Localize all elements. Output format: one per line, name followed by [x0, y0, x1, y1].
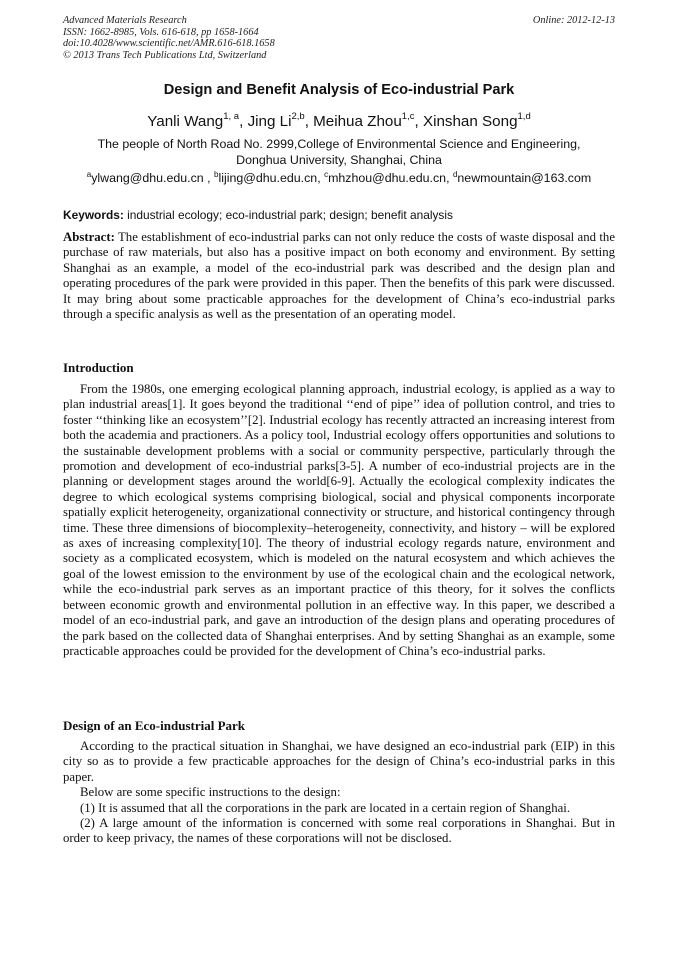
- paper-title: Design and Benefit Analysis of Eco-industrial Park: [163, 82, 515, 98]
- journal-name: Advanced Materials Research: [63, 15, 187, 26]
- author-affiliation-mark: 1,d: [517, 111, 531, 122]
- author-name: Meihua Zhou: [313, 113, 402, 130]
- email-mark: a: [86, 170, 92, 179]
- keywords-text: industrial ecology; eco-industrial park; design; benefit analysis: [123, 208, 453, 222]
- email-mark: d: [452, 170, 458, 179]
- copyright-line: © 2013 Trans Tech Publications Ltd, Switzerland: [63, 49, 267, 61]
- affiliation: [63, 137, 615, 168]
- abstract: [63, 230, 615, 322]
- abstract-label: Abstract:: [63, 230, 115, 244]
- issn-line: ISSN: 1662-8985, Vols. 616-618, pp 1658-1664: [63, 26, 259, 38]
- author-name: Xinshan Song: [422, 113, 518, 130]
- author-affiliation-mark: 2,b: [291, 111, 305, 122]
- email-mark: c: [324, 170, 329, 179]
- affiliation-line: Donghua University, Shanghai, China: [236, 152, 442, 167]
- journal-header: [63, 15, 615, 61]
- author-affiliation-mark: 1,c: [401, 111, 415, 122]
- design-paragraph: (1) It is assumed that all the corporations in the park are located in a certain region of Shanghai.: [80, 800, 571, 815]
- email-address[interactable]: lijing@dhu.edu.cn: [218, 171, 318, 185]
- online-date: Online: 2012-12-13: [532, 15, 615, 26]
- abstract-text: The establishment of eco-industrial parks can not only reduce the costs of waste disposal and the purchase of raw materials, but also has a positive impact on both economy and environment. By setting Shanghai as an example, a model of the eco-industrial park was described and the design plan and operating procedures of the park were provided in this paper. Then the benefits of this park were discussed. It may bring about some practicable approaches for the development of China’s eco-industrial parks through a specific analysis as well as the presentation of an operating model.: [63, 230, 615, 322]
- section-heading-design: Design of an Eco-industrial Park: [63, 718, 246, 733]
- design-paragraph: According to the practical situation in Shanghai, we have designed an eco-industrial park (EIP) in this city so as to provide a few practicable approaches for the design of China’s eco-industrial parks in this paper.: [63, 739, 615, 784]
- email-address[interactable]: newmountain@163.com: [457, 171, 592, 185]
- author-affiliation-mark: 1, a: [223, 111, 240, 122]
- design-paragraph: Below are some specific instructions to the design:: [80, 785, 341, 800]
- keywords: [63, 208, 615, 223]
- introduction-paragraph: From the 1980s, one emerging ecological planning approach, industrial ecology, is applied as a way to plan industrial areas[1]. It goes beyond the traditional ‘‘end of pipe’’ idea of pollution control, and tries to foster ‘‘thinking like an ecosystem’’[2]. Industrial ecology has recently attracted an increasing interest from both the academia and practioners. As a policy tool, Industrial ecology offers opportunities and solutions to the sustainable development problems with a social or community perspective, particularly through the promotion and development of eco-industrial parks[3-5]. A number of eco-industrial projects are in the planning or development stages around the world[6-9]. Actually the ecological complexity indicates the degree to which ecological systems comprising biological, social and physical components incorporate spatially explicit heterogeneity, organizational connectivity or structure, and historical contingency through time. These three dimensions of biocomplexity–heterogeneity, connectivity, and history – will be explored as axes of increasing complexity[10]. The theory of industrial ecology regards nature, environment and society as a complicated ecosystem, which is modeled on the natural ecosystem and which achieves the goal of the lowest emission to the environment by use of the ecological chain and the ecological network, while the eco-industrial park serves as an important practice of this theory, for it solves the conflicts between economic growth and environmental pollution in an effective way. In this paper, we described a model of an eco-industrial park, and gave an introduction of the design plans and operating procedures of the park based on the collected data of Shanghai enterprises. And by setting Shanghai as an example, some practicable approaches could be provided for the development of China’s eco-industrial parks.: [63, 382, 615, 658]
- email-list: [63, 171, 615, 187]
- email-mark: b: [214, 170, 219, 179]
- doi-line: doi:10.4028/www.scientific.net/AMR.616-618.1658: [63, 38, 275, 50]
- email-separator: ,: [317, 171, 325, 185]
- email-separator: ,: [203, 171, 215, 185]
- email-address[interactable]: ylwang@dhu.edu.cn: [91, 171, 204, 185]
- affiliation-line: The people of North Road No. 2999,College of Environmental Science and Engineering,: [97, 137, 581, 151]
- email-address[interactable]: mhzhou@dhu.edu.cn: [328, 171, 447, 185]
- author-name: Yanli Wang: [147, 113, 224, 130]
- design-paragraph: (2) A large amount of the information is concerned with some real corporations in Shanghai. But in order to keep privacy, the names of these corporations will not be disclosed.: [63, 816, 615, 846]
- email-separator: ,: [446, 171, 453, 185]
- introduction-body: [63, 382, 615, 659]
- author-list: Yanli Wang$^{1, a}$, Jing Li$^{2,b}$, Meihua Zhou$^{1,c}$, Xinshan Song$^{1,d}$: [147, 111, 531, 130]
- section-heading-introduction: Introduction: [63, 360, 134, 375]
- design-body: [63, 739, 615, 847]
- keywords-label: Keywords:: [63, 208, 124, 222]
- author-name: Jing Li: [247, 113, 292, 130]
